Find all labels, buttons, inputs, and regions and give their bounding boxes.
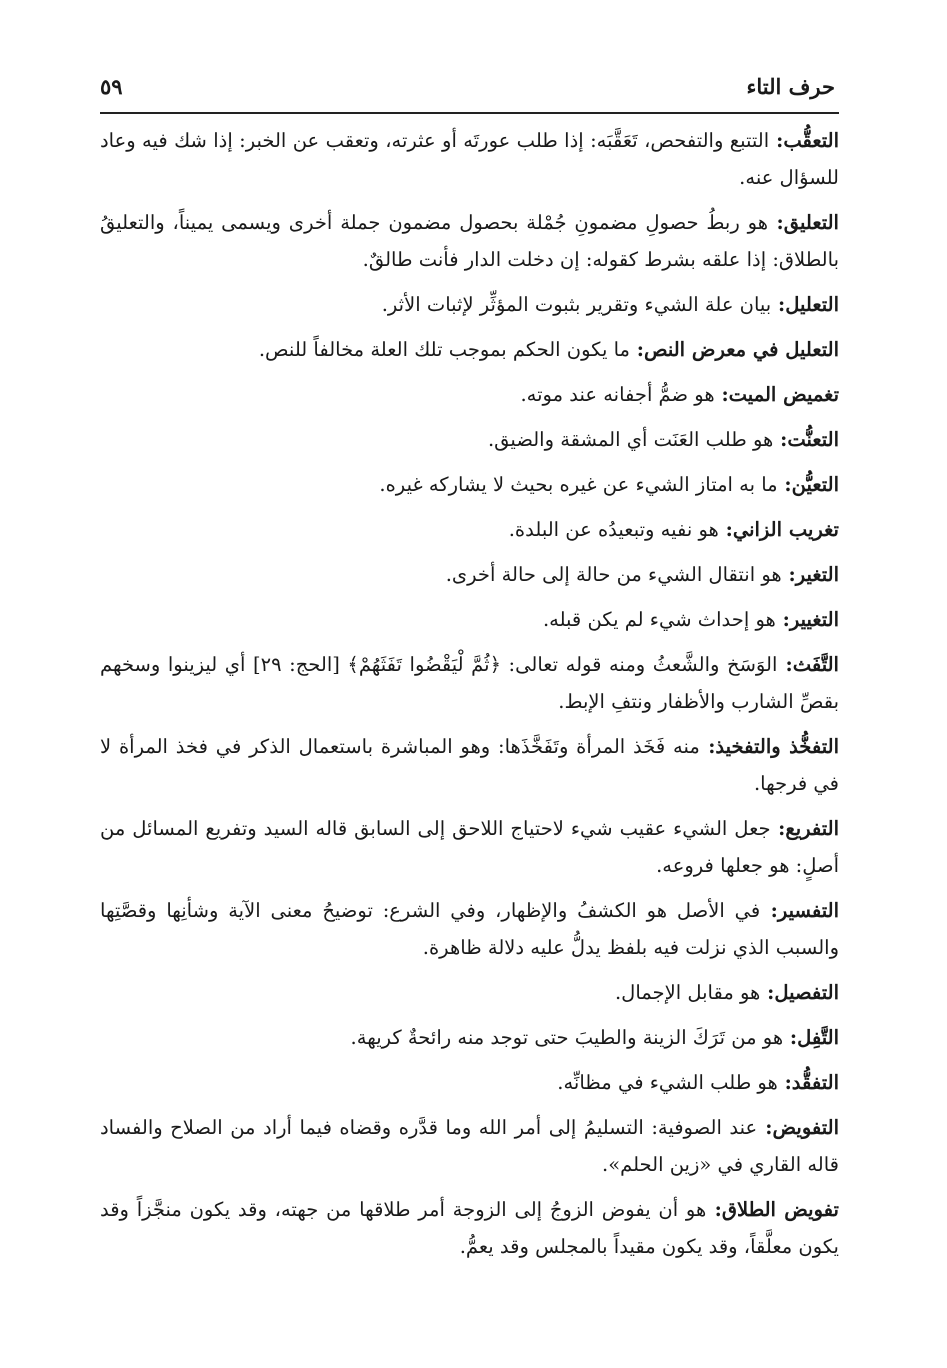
entry-definition: منه فَخَذ المرأة وتَفَخَّذَها: وهو المباشرة باستعمال الذكر في فخذ المرأة لا في فرجها. — [100, 735, 839, 795]
entry-definition: عند الصوفية: التسليمُ إلى أمر الله وما قدَّره وقضاه فيما أراد من الصلاح والفساد قاله القاري في «زين الحلم». — [100, 1116, 839, 1176]
glossary-entry — [100, 646, 839, 720]
glossary-entry — [100, 286, 839, 323]
entry-definition: جعل الشيء عقيب شيء لاحتياج اللاحق إلى السابق قاله السيد وتفريع المسائل من أصلٍ: هو جعلها فروعه. — [100, 817, 839, 877]
glossary-entry — [100, 728, 839, 802]
entry-term: التفريع — [785, 817, 839, 840]
entry-definition: هو مقابل الإجمال. — [614, 981, 761, 1004]
entry-separator: : — [760, 981, 775, 1004]
chapter-title: حرف التاء — [746, 74, 835, 99]
entry-definition: هو إحداث شيء لم يكن قبله. — [542, 608, 776, 631]
glossary-entry — [100, 810, 839, 884]
entry-term: التعيُّن — [791, 473, 839, 496]
glossary-entry — [100, 1064, 839, 1101]
entry-separator: : — [777, 653, 793, 676]
entry-definition: ما به امتاز الشيء عن غيره بحيث لا يشاركه غيره. — [379, 473, 778, 496]
entry-term: التفقُّد — [791, 1071, 839, 1094]
glossary-entry — [100, 466, 839, 503]
entry-term: التعليل في معرض النص — [643, 338, 839, 361]
entry-separator: : — [629, 338, 644, 361]
entry-definition: التتبع والتفحص، تَعَقَّبَه: إذا طلب عورتَه أو عثرته، وتعقب عن الخبر: إذا شك فيه وعاد للسؤال عنه. — [100, 129, 839, 189]
entry-separator: : — [783, 1026, 798, 1049]
entry-definition: هو انتقال الشيء من حالة إلى حالة أخرى. — [445, 563, 782, 586]
entry-separator: : — [706, 1198, 722, 1221]
entry-term: التفصيل — [774, 981, 839, 1004]
entry-separator: : — [760, 899, 778, 922]
entry-definition: في الأصل هو الكشفُ والإظهار، وفي الشرع: توضيحُ معنى الآية وشأنِها وقصَّتِها والسبب الذي نزلت فيه بلفظ يدلُّ عليه دلالة ظاهرة. — [100, 899, 839, 959]
entry-separator: : — [773, 428, 788, 451]
entry-separator: : — [777, 473, 792, 496]
entry-term: التفخُّذ والتفخيذ — [715, 735, 839, 758]
entry-definition: هو من تَرَكَ الزينة والطيبَ حتى توجد منه رائحةٌ كريهة. — [350, 1026, 784, 1049]
entry-separator: : — [768, 211, 784, 234]
entry-separator: : — [718, 518, 733, 541]
entry-separator: : — [781, 563, 796, 586]
entry-definition: بيان علة الشيء وتقرير بثبوت المؤثِّر لإثبات الأثر. — [381, 293, 772, 316]
glossary-entry — [100, 331, 839, 368]
entry-separator: : — [714, 383, 729, 406]
entry-separator: : — [777, 1071, 792, 1094]
entry-term: التفسير — [777, 899, 839, 922]
glossary-entries — [100, 122, 839, 1265]
entry-term: التغيير — [789, 608, 839, 631]
entry-separator: : — [699, 735, 716, 758]
glossary-entry — [100, 892, 839, 966]
entry-term: التغير — [795, 563, 839, 586]
glossary-entry — [100, 601, 839, 638]
entry-term: تفويض الطلاق — [721, 1198, 839, 1221]
entry-separator: : — [769, 129, 784, 152]
entry-separator: : — [757, 1116, 773, 1139]
entry-definition: هو طلب العَنَت أي المشقة والضيق. — [487, 428, 774, 451]
glossary-entry — [100, 974, 839, 1011]
glossary-entry — [100, 376, 839, 413]
glossary-entry — [100, 511, 839, 548]
entry-term: التَّفِل — [797, 1026, 839, 1049]
entry-term: التعليل — [785, 293, 839, 316]
entry-term: التفويض — [772, 1116, 839, 1139]
entry-definition: ما يكون الحكم بموجب تلك العلة مخالفاً للنص. — [258, 338, 630, 361]
glossary-entry — [100, 1191, 839, 1265]
entry-definition: الوَسَخ والشَّعثُ ومنه قوله تعالى: ﴿ثُمَّ لْيَقْضُوا تَفَثَهُمْ﴾ [الحج: ٢٩] أي ليزينوا وسخهم بقصِّ الشارب والأظفار ونتفِ الإبط. — [100, 653, 839, 713]
entry-separator: : — [771, 293, 786, 316]
entry-definition: هو طلب الشيء في مظانِّه. — [557, 1071, 778, 1094]
entry-term: تغميض الميت — [728, 383, 839, 406]
glossary-entry — [100, 1109, 839, 1183]
entry-separator: : — [770, 817, 786, 840]
glossary-entry — [100, 122, 839, 196]
glossary-entry — [100, 204, 839, 278]
entry-term: التعليق — [783, 211, 839, 234]
running-header — [100, 70, 839, 114]
entry-definition: هو ربطُ حصولِ مضمونِ جُمْلة بحصول مضمون جملة أخرى ويسمى يميناً، والتعليقُ بالطلاق: إذا علقه بشرط كقوله: إن دخلت الدار فأنت طالقٌ. — [100, 211, 839, 271]
glossary-entry — [100, 556, 839, 593]
entry-definition: هو أن يفوض الزوجُ إلى الزوجة أمر طلاقها من جهته، وقد يكون منجَّزاً وقد يكون معلَّقاً، وقد يكون مقيداً بالمجلس وقد يعمُّ. — [100, 1198, 839, 1258]
entry-term: تغريب الزاني — [732, 518, 839, 541]
glossary-entry — [100, 421, 839, 458]
entry-term: التَّفَث — [792, 653, 839, 676]
entry-definition: هو نفيه وتبعيدُه عن البلدة. — [508, 518, 719, 541]
entry-term: التعنُّت — [787, 428, 839, 451]
page-number: ٥٩ — [100, 74, 123, 99]
entry-term: التعقُّب — [783, 129, 839, 152]
entry-separator: : — [775, 608, 790, 631]
entry-definition: هو ضمُّ أجفانه عند موته. — [520, 383, 715, 406]
glossary-entry — [100, 1019, 839, 1056]
